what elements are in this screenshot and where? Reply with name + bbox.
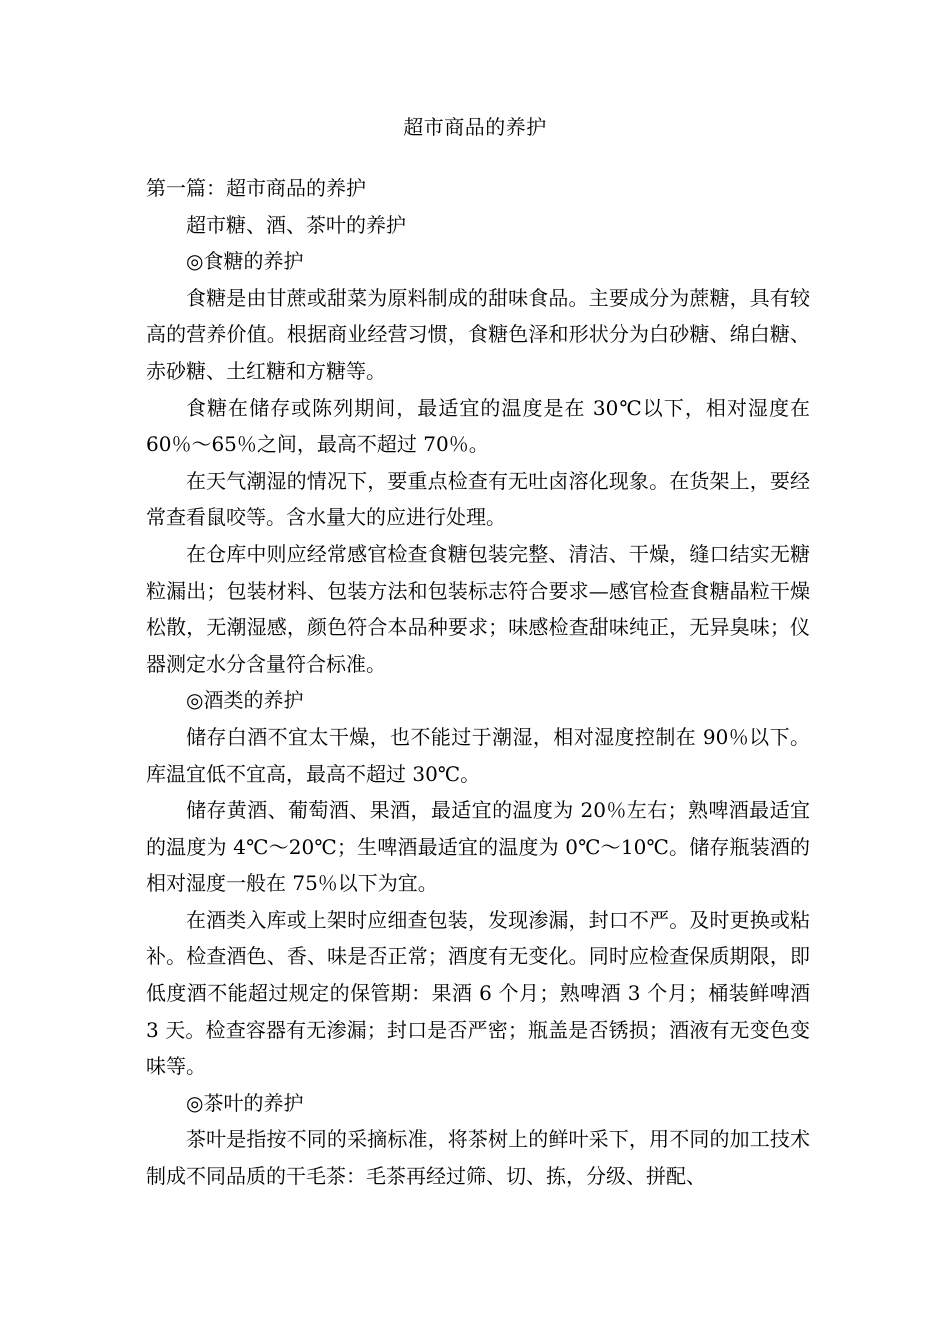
paragraph: 茶叶是指按不同的采摘标准，将茶树上的鲜叶采下，用不同的加工技术制成不同品质的干毛茶：毛茶再经过筛、切、拣，分级、拼配、 bbox=[146, 1127, 810, 1189]
paragraph: 第一篇：超市商品的养护 bbox=[146, 176, 366, 200]
paragraph: 在天气潮湿的情况下，要重点检查有无吐卤溶化现象。在货架上，要经常查看鼠咬等。含水量大的应进行处理。 bbox=[146, 468, 810, 530]
paragraph: 在酒类入库或上架时应细查包装，发现渗漏，封口不严。及时更换或粘补。检查酒色、香、味是否正常；酒度有无变化。同时应检查保质期限，即低度酒不能超过规定的保管期：果酒 6 个月；熟啤酒 3 个月；桶装鲜啤酒 3 天。检查容器有无渗漏；封口是否严密；瓶盖是否锈损；酒液有无变色变味等。 bbox=[146, 907, 810, 1079]
paragraph: 储存黄酒、葡萄酒、果酒，最适宜的温度为 20％左右；熟啤酒最适宜的温度为 4℃～20℃；生啤酒最适宜的温度为 0℃～10℃。储存瓶装酒的相对湿度一般在 75％以下为宜。 bbox=[146, 798, 810, 896]
paragraph: ◎食糖的养护 bbox=[186, 249, 304, 274]
paragraph: 食糖是由甘蔗或甜菜为原料制成的甜味食品。主要成分为蔗糖，具有较高的营养价值。根据商业经营习惯，食糖色泽和形状分为白砂糖、绵白糖、赤砂糖、土红糖和方糖等。 bbox=[146, 285, 810, 383]
document-body bbox=[146, 170, 810, 1195]
paragraph: ◎茶叶的养护 bbox=[186, 1090, 304, 1115]
paragraph: 食糖在储存或陈列期间，最适宜的温度是在 30℃以下，相对湿度在 60％～65％之间，最高不超过 70％。 bbox=[146, 395, 810, 457]
document-title: 超市商品的养护 bbox=[403, 115, 547, 139]
paragraph: 超市糖、酒、茶叶的养护 bbox=[186, 212, 406, 237]
paragraph: 在仓库中则应经常感官检查食糖包装完整、清洁、干燥，缝口结实无糖粒漏出；包装材料、包装方法和包装标志符合要求—感官检查食糖晶粒干燥松散，无潮湿感，颜色符合本品种要求；味感检查甜味纯正，无异臭味；仪器测定水分含量符合标准。 bbox=[146, 541, 810, 676]
paragraph: ◎酒类的养护 bbox=[186, 688, 304, 713]
paragraph: 储存白酒不宜太干燥，也不能过于潮湿，相对湿度控制在 90％以下。库温宜低不宜高，最高不超过 30℃。 bbox=[146, 724, 810, 786]
